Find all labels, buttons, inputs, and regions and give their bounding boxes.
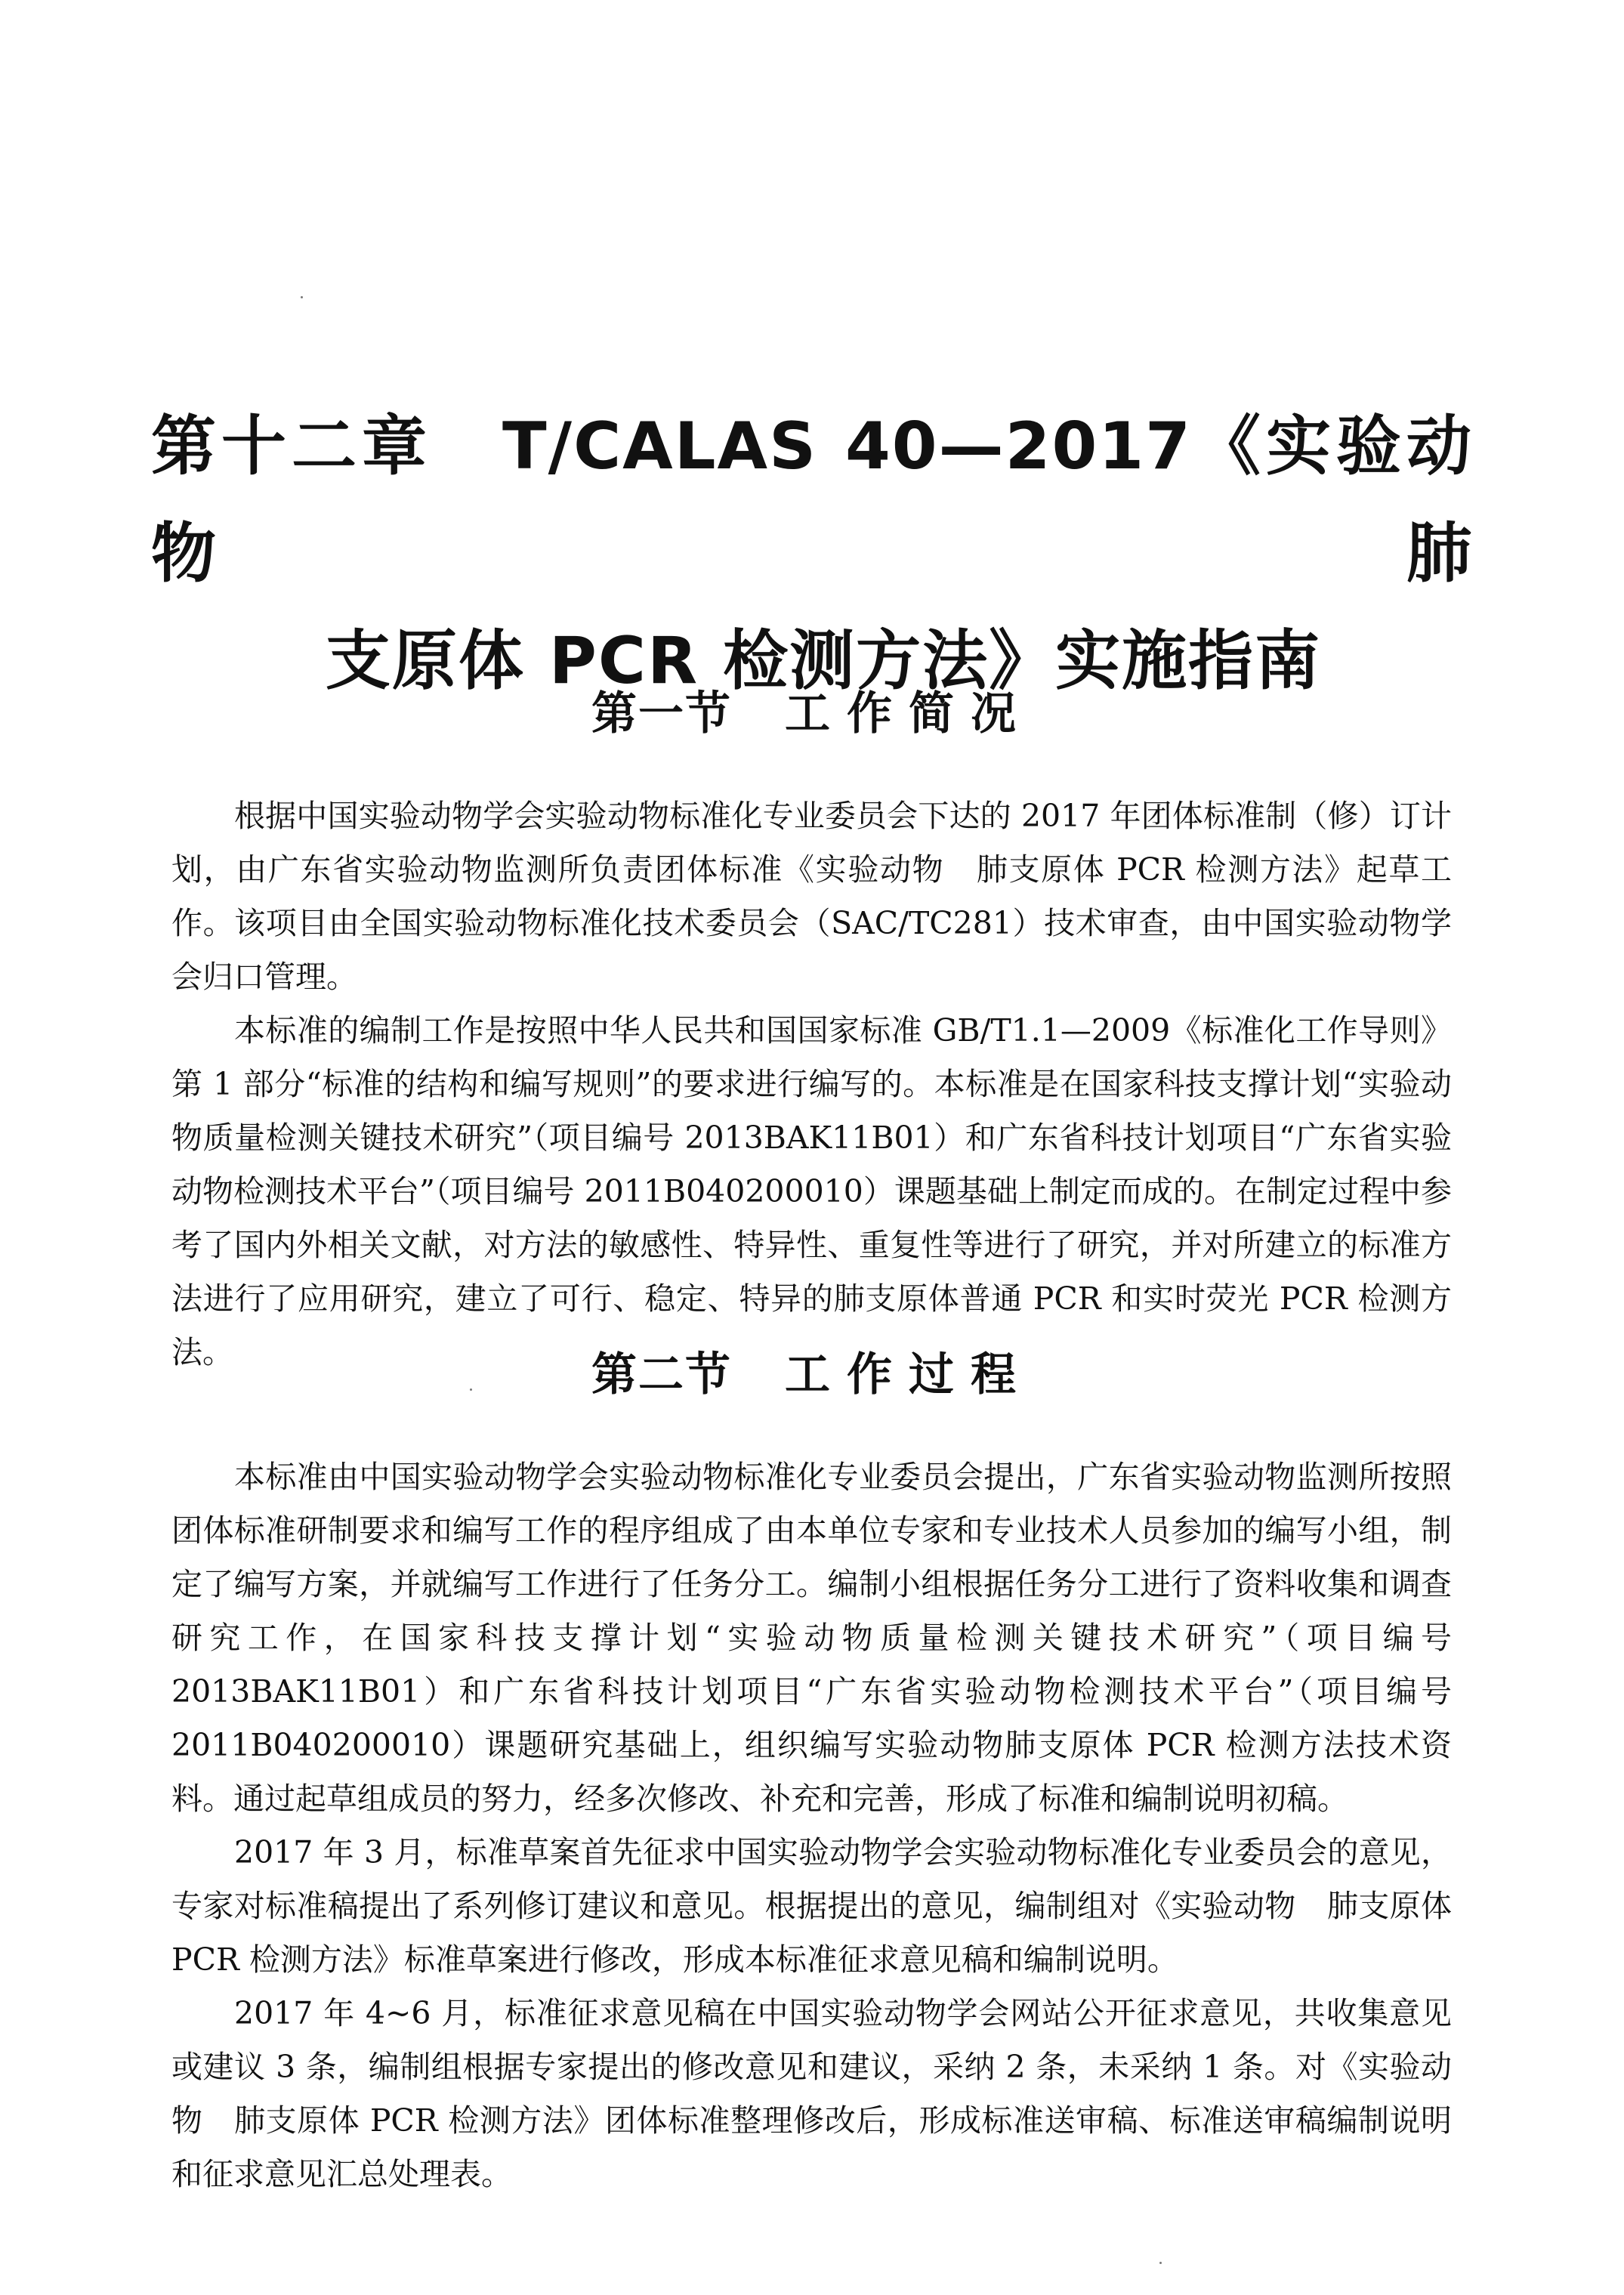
chapter-title-line2: 支原体 PCR 检测方法》实施指南 (325, 623, 1322, 699)
scan-speck (1159, 2262, 1162, 2264)
paragraph: 2017 年 4~6 月，标准征求意见稿在中国实验动物学会网站公开征求意见，共收集意见或建议 3 条，编制组根据专家提出的修改意见和建议，采纳 2 条，未采纳 1 条。对《实验动物 肺支原体 PCR 检测方法》团体标准整理修改后，形成标准送审稿、标准送审稿编制说明和征求意见汇总处理表。 (171, 1995, 1452, 2192)
paragraph: 本标准的编制工作是按照中华人民共和国国家标准 GB/T1.1—2009《标准化工作导则》第 1 部分“标准的结构和编写规则”的要求进行编写的。本标准是在国家科技支撑计划“实验动物质量检测关键技术研究”（项目编号 2013BAK11B01）和广东省科技计划项目“广东省实验动物检测技术平台”（项目编号 2011B040200010）课题基础上制定而成的。在制定过程中参考了国内外相关文献，对方法的敏感性、特异性、重复性等进行了研究，并对所建立的标准方法进行了应用研究，建立了可行、稳定、特异的肺支原体普通 PCR 和实时荧光 PCR 检测方法。 (171, 1012, 1452, 1370)
paragraph: 本标准由中国实验动物学会实验动物标准化专业委员会提出，广东省实验动物监测所按照团体标准研制要求和编写工作的程序组成了由本单位专家和专业技术人员参加的编写小组，制定了编写方案，并就编写工作进行了任务分工。编制小组根据任务分工进行了资料收集和调查研究工作，在国家科技支撑计划“实验动物质量检测关键技术研究”（项目编号 2013BAK11B01）和广东省科技计划项目“广东省实验动物检测技术平台”（项目编号 2011B040200010）课题研究基础上，组织编写实验动物肺支原体 PCR 检测方法技术资料。通过起草组成员的努力，经多次修改、补充和完善，形成了标准和编制说明初稿。 (171, 1459, 1452, 1817)
section-label: 第一节 (591, 687, 732, 740)
chapter-title (151, 393, 1473, 715)
section-title: 工作简况 (785, 687, 1033, 740)
section-title: 工作过程 (785, 1348, 1033, 1401)
section-heading-work-process (0, 1345, 1624, 1405)
section-body-work-process (171, 1450, 1452, 2201)
paragraph: 2017 年 3 月，标准草案首先征求中国实验动物学会实验动物标准化专业委员会的意见，专家对标准稿提出了系列修订建议和意见。根据提出的意见，编制组对《实验动物 肺支原体 PCR 检测方法》标准草案进行修改，形成本标准征求意见稿和编制说明。 (171, 1834, 1452, 1978)
section-body-work-overview (171, 789, 1452, 1379)
scan-speck (301, 296, 303, 298)
section-label: 第二节 (591, 1348, 732, 1401)
paragraph: 根据中国实验动物学会实验动物标准化专业委员会下达的 2017 年团体标准制（修）订计划，由广东省实验动物监测所负责团体标准《实验动物 肺支原体 PCR 检测方法》起草工作。该项目由全国实验动物标准化技术委员会（SAC/TC281）技术审查，由中国实验动物学会归口管理。 (171, 798, 1452, 995)
section-heading-work-overview (0, 684, 1624, 744)
chapter-title-line1: 第十二章 T/CALAS 40—2017《实验动物 肺 (151, 409, 1473, 592)
